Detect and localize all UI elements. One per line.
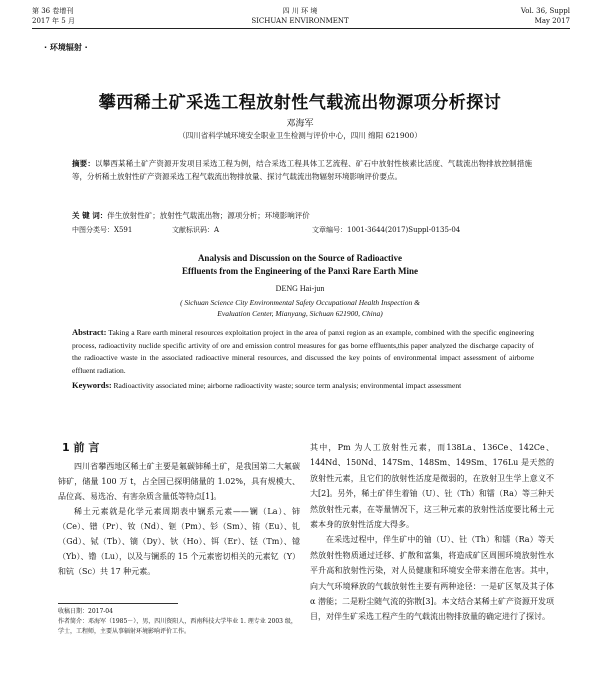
abstract-en-text: Taking a Rare earth mineral resources exploitation project in the area of panxi region as an example, combined with the specific engineering process, radioactivity nuclide specific artivity of ore and emission control measures for gas borne effluents,this paper analyzed the discharge capacity of the radioactive waste in the associated radioactive mineral resources, and discussed the key points of environmental impact assessment of airborne effluent radiation.	[72, 328, 534, 375]
header-journal-cn: 四 川 环 境	[282, 7, 318, 15]
header-volume-cn: 第 36 卷增刊	[32, 7, 74, 15]
affiliation-en	[0, 297, 600, 319]
section-tag: · 环境辐射 ·	[44, 43, 88, 52]
meta-cn	[72, 225, 532, 236]
footnote-rule	[58, 603, 178, 604]
intro-paragraph-1: 四川省攀西地区稀土矿主要是氟碳铈稀土矿，是我国第二大氟碳铈矿，储量 100 万 t，占全国已探明储量的 1.02%，具有规模大、品位高、易选冶、有害杂质含量低等特点[1]。	[58, 462, 300, 501]
footnotes	[58, 607, 298, 637]
header-center	[200, 6, 400, 26]
header-left	[32, 6, 152, 26]
article-number: 文章编号：1001-3644(2017)Suppl-0135-04	[312, 226, 461, 234]
abstract-en	[72, 326, 534, 377]
affiliation-en-line1: ( Sichuan Science City Environmental Safety Occupational Health Inspection &	[180, 298, 420, 307]
title-cn: 攀西稀土矿采选工程放射性气载流出物源项分析探讨	[98, 93, 502, 113]
author-en: DENG Hai-jun	[275, 284, 325, 293]
clc-number: 中图分类号：X591	[72, 226, 133, 234]
affiliation-en-line2: Evaluation Center, Mianyang, Sichuan 621900, China)	[217, 309, 383, 318]
header-journal-en: SICHUAN ENVIRONMENT	[251, 17, 349, 25]
intro-paragraph-3: 其中，Pm 为人工放射性元素，而138La、136Ce、142Ce、144Nd、150Nd、147Sm、148Sm、149Sm、176Lu 是天然的放射性元素，且它们的放射性活度是微弱的，在放射卫生学上意义不大[2]。另外，稀土矿伴生着铀（U）、钍（Th）和镭（Ra）等三种天然放射性元素，在等量情况下，这三种元素的放射性活度要比稀土元素本身的放射性活度大得多。	[310, 443, 554, 530]
abstract-cn-text: 以攀西某稀土矿产资源开发项目采选工程为例，结合采选工程具体工艺流程、矿石中放射性核素比活度、气载流出物排放控制措施等，分析稀土放射性矿产资源采选工程气载流出物排放量、探讨气载流出物辐射环境影响评价要点。	[72, 159, 533, 181]
title-en-line2: Effluents from the Engineering of the Panxi Rare Earth Mine	[182, 266, 418, 276]
affiliation-cn: （四川省科学城环境安全职业卫生检测与评价中心，四川 绵阳 621900）	[178, 131, 422, 140]
footnote-author-info: 作者简介：邓海军（1985－），男，四川资阳人，西南科技大学毕业 1. 理专业 2003 级，学士，工程师，主要从事辐射环境影响评价工作。	[58, 618, 297, 635]
header-right	[450, 6, 570, 26]
body-column-right	[310, 440, 554, 625]
abstract-en-label: Abstract:	[72, 327, 107, 337]
doc-code: 文献标识码：A	[172, 226, 220, 234]
keywords-en	[72, 380, 534, 391]
abstract-cn-label: 摘要：	[72, 159, 96, 168]
keywords-en-label: Keywords:	[72, 380, 112, 390]
header-date-cn: 2017 年 5 月	[32, 17, 75, 25]
abstract-cn	[72, 158, 532, 183]
header-date-en: May 2017	[534, 17, 570, 25]
intro-paragraph-4: 在采选过程中，伴生矿中的铀（U）、钍（Th）和镭（Ra）等天然放射性物质通过迁移、扩散和富集，将造成矿区周围环境放射性水平升高和放射性污染，对人员健康和环境安全带来潜在危害。其中，向大气环境释放的气载放射性主要有两种途径：一是矿区氡及其子体 α 潜能；二是粉尘随气流的弥散[3]。本文结合某稀土矿产资源开发项目，对伴生矿采选工程产生的气载流出物排放量的确定进行了探讨。	[310, 535, 554, 622]
intro-paragraph-2: 稀土元素就是化学元素周期表中镧系元素——镧（La）、铈（Ce）、镨（Pr）、钕（Nd）、钷（Pm）、钐（Sm）、铕（Eu）、钆（Gd）、铽（Tb）、镝（Dy）、钬（Ho）、铒（Er）、铥（Tm）、镱（Yb）、镥（Lu），以及与镧系的 15 个元素密切相关的元素钇（Y）和钪（Sc）共 17 种元素。	[58, 507, 300, 576]
title-en-line1: Analysis and Discussion on the Source of Radioactive	[197, 253, 403, 263]
footnote-received: 收稿日期：2017-04	[58, 608, 113, 615]
keywords-cn-label: 关 键 词：	[72, 211, 108, 220]
header-rule	[32, 28, 570, 29]
section-heading-intro: 1 前 言	[62, 441, 100, 454]
author-cn: 邓海军	[286, 119, 314, 129]
keywords-cn	[72, 210, 532, 221]
title-en	[0, 252, 600, 278]
keywords-cn-text: 伴生放射性矿；放射性气载流出物；源项分析；环境影响评价	[107, 211, 310, 220]
keywords-en-text: Radioactivity associated mine; airborne radioactivity waste; source term analysis; environmental impact assessment	[113, 381, 462, 390]
header-volume-en: Vol. 36, Suppl	[520, 7, 570, 15]
body-column-left	[58, 440, 300, 579]
